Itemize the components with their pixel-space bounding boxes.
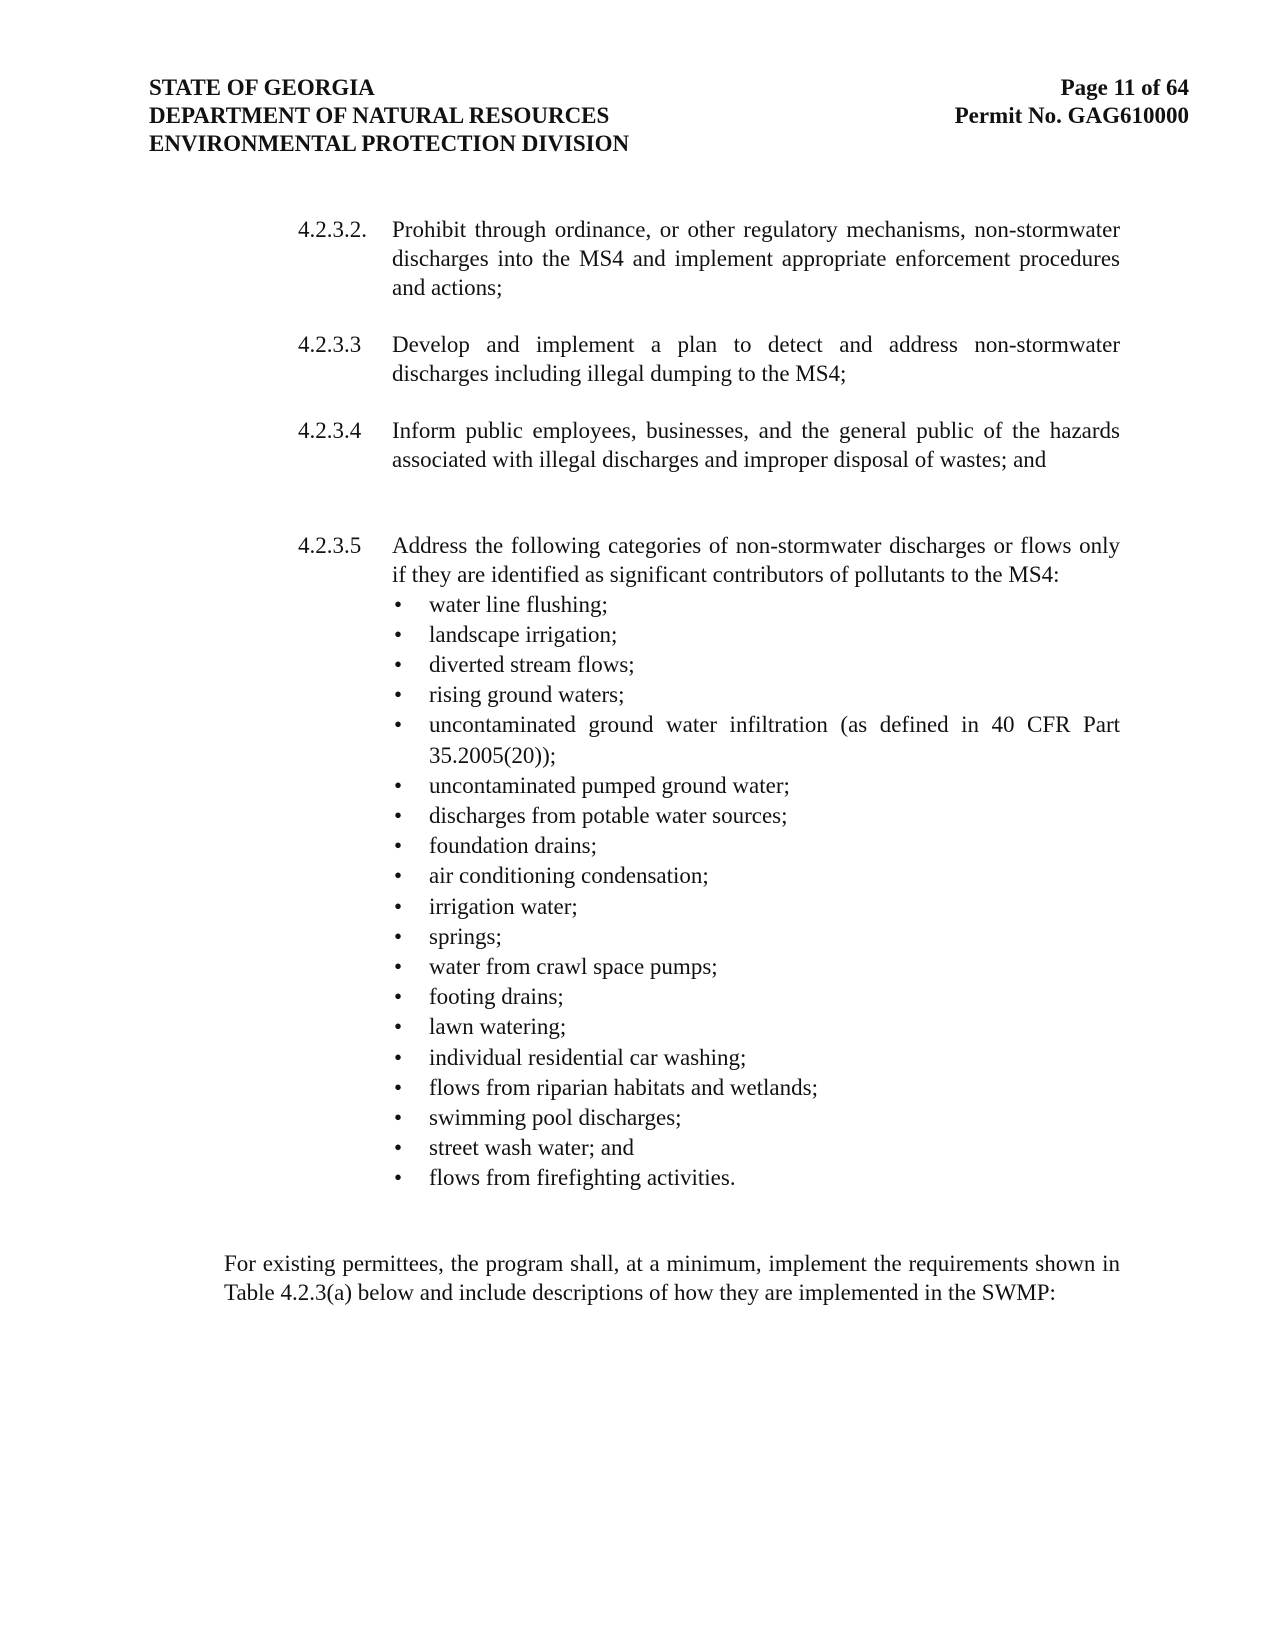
section-number: 4.2.3.2. [298,217,367,242]
list-item-text: water from crawl space pumps; [429,954,718,980]
bullet-icon: • [394,1014,403,1040]
section-number: 4.2.3.4 [298,418,362,443]
bullet-icon: • [394,682,403,708]
list-item [392,922,1120,952]
bullet-icon: • [394,772,403,798]
list-item-text: discharges from potable water sources; [429,803,788,829]
list-item-text: foundation drains; [429,833,597,859]
bullet-icon: • [394,1044,403,1070]
list-item [392,1043,1120,1073]
section-4-2-3-4 [298,417,1120,475]
section-4-2-3-2 [298,216,1120,302]
list-item-text: flows from firefighting activities. [429,1165,736,1191]
bullet-icon: • [394,893,403,919]
list-item [392,982,1120,1012]
bullet-icon: • [394,591,403,617]
list-item [392,620,1120,650]
list-item-text: flows from riparian habitats and wetlands; [429,1074,818,1100]
bullet-icon: • [394,954,403,980]
list-item [392,892,1120,922]
bullet-icon: • [394,1105,403,1131]
department-name: DEPARTMENT OF NATURAL RESOURCES [149,103,610,128]
list-item [392,801,1120,831]
bullet-icon: • [394,652,403,677]
list-item-text: lawn watering; [429,1014,567,1040]
list-item-text: uncontaminated pumped ground water; [429,772,790,798]
bullet-icon: • [394,1074,403,1100]
list-item-text: springs; [429,923,502,949]
permit-number: Permit No. GAG610000 [954,103,1189,128]
list-item-text: individual residential car washing; [429,1044,747,1070]
list-item [392,1163,1120,1193]
agency-block [149,74,769,158]
section-text: Inform public employees, businesses, and the general public of the hazards associated with illegal discharges and improper disposal of wastes; and [392,418,1120,472]
bullet-icon: • [394,923,403,949]
list-item-text: landscape irrigation; [429,621,618,647]
list-item-text: rising ground waters; [429,682,625,708]
bullet-icon: • [394,1165,403,1191]
page-info-block [789,74,1189,130]
bullet-icon: • [394,833,403,859]
section-text: Develop and implement a plan to detect and address non-stormwater discharges including illegal dumping to the MS4; [392,332,1120,386]
list-item-text: irrigation water; [429,893,578,919]
list-item-text: uncontaminated ground water infiltration (as defined in 40 CFR Part 35.2005(20)); [429,712,1120,768]
list-item [392,680,1120,710]
closing-paragraph: For existing permittees, the program shall, at a minimum, implement the requirements shown in Table 4.2.3(a) below and include descriptions of how they are implemented in the SWMP: [224,1251,1120,1305]
list-item [392,1073,1120,1103]
list-item-text: street wash water; and [429,1135,635,1161]
list-item [392,590,1120,620]
discharge-categories-list [392,590,1120,1194]
list-item-text: footing drains; [429,984,564,1010]
bullet-icon: • [394,984,403,1010]
list-item-text: swimming pool discharges; [429,1105,682,1131]
division-name: ENVIRONMENTAL PROTECTION DIVISION [149,131,630,156]
section-number: 4.2.3.5 [298,533,362,558]
list-item-text: air conditioning condensation; [429,863,709,889]
list-item [392,1133,1120,1163]
list-item-text: diverted stream flows; [429,652,635,677]
list-item [392,771,1120,801]
section-4-2-3-5 [298,532,1120,1194]
bullet-icon: • [394,1135,403,1161]
list-item [392,1012,1120,1042]
list-item [392,952,1120,982]
bullet-icon: • [394,863,403,889]
state-name: STATE OF GEORGIA [149,75,375,100]
page-number: Page 11 of 64 [1060,75,1189,100]
section-text: Address the following categories of non-stormwater discharges or flows only if they are identified as significant contributors of pollutants to the MS4: [392,533,1120,587]
section-number: 4.2.3.3 [298,332,362,357]
list-item [392,650,1120,680]
bullet-icon: • [394,712,403,738]
list-item [392,831,1120,861]
list-item [392,1103,1120,1133]
section-text: Prohibit through ordinance, or other regulatory mechanisms, non-stormwater discharges into the MS4 and implement appropriate enforcement procedures and actions; [392,217,1120,300]
list-item [392,861,1120,891]
list-item-text: water line flushing; [429,591,608,617]
section-4-2-3-3 [298,331,1120,389]
list-item [392,710,1120,770]
bullet-icon: • [394,621,403,647]
bullet-icon: • [394,803,403,829]
